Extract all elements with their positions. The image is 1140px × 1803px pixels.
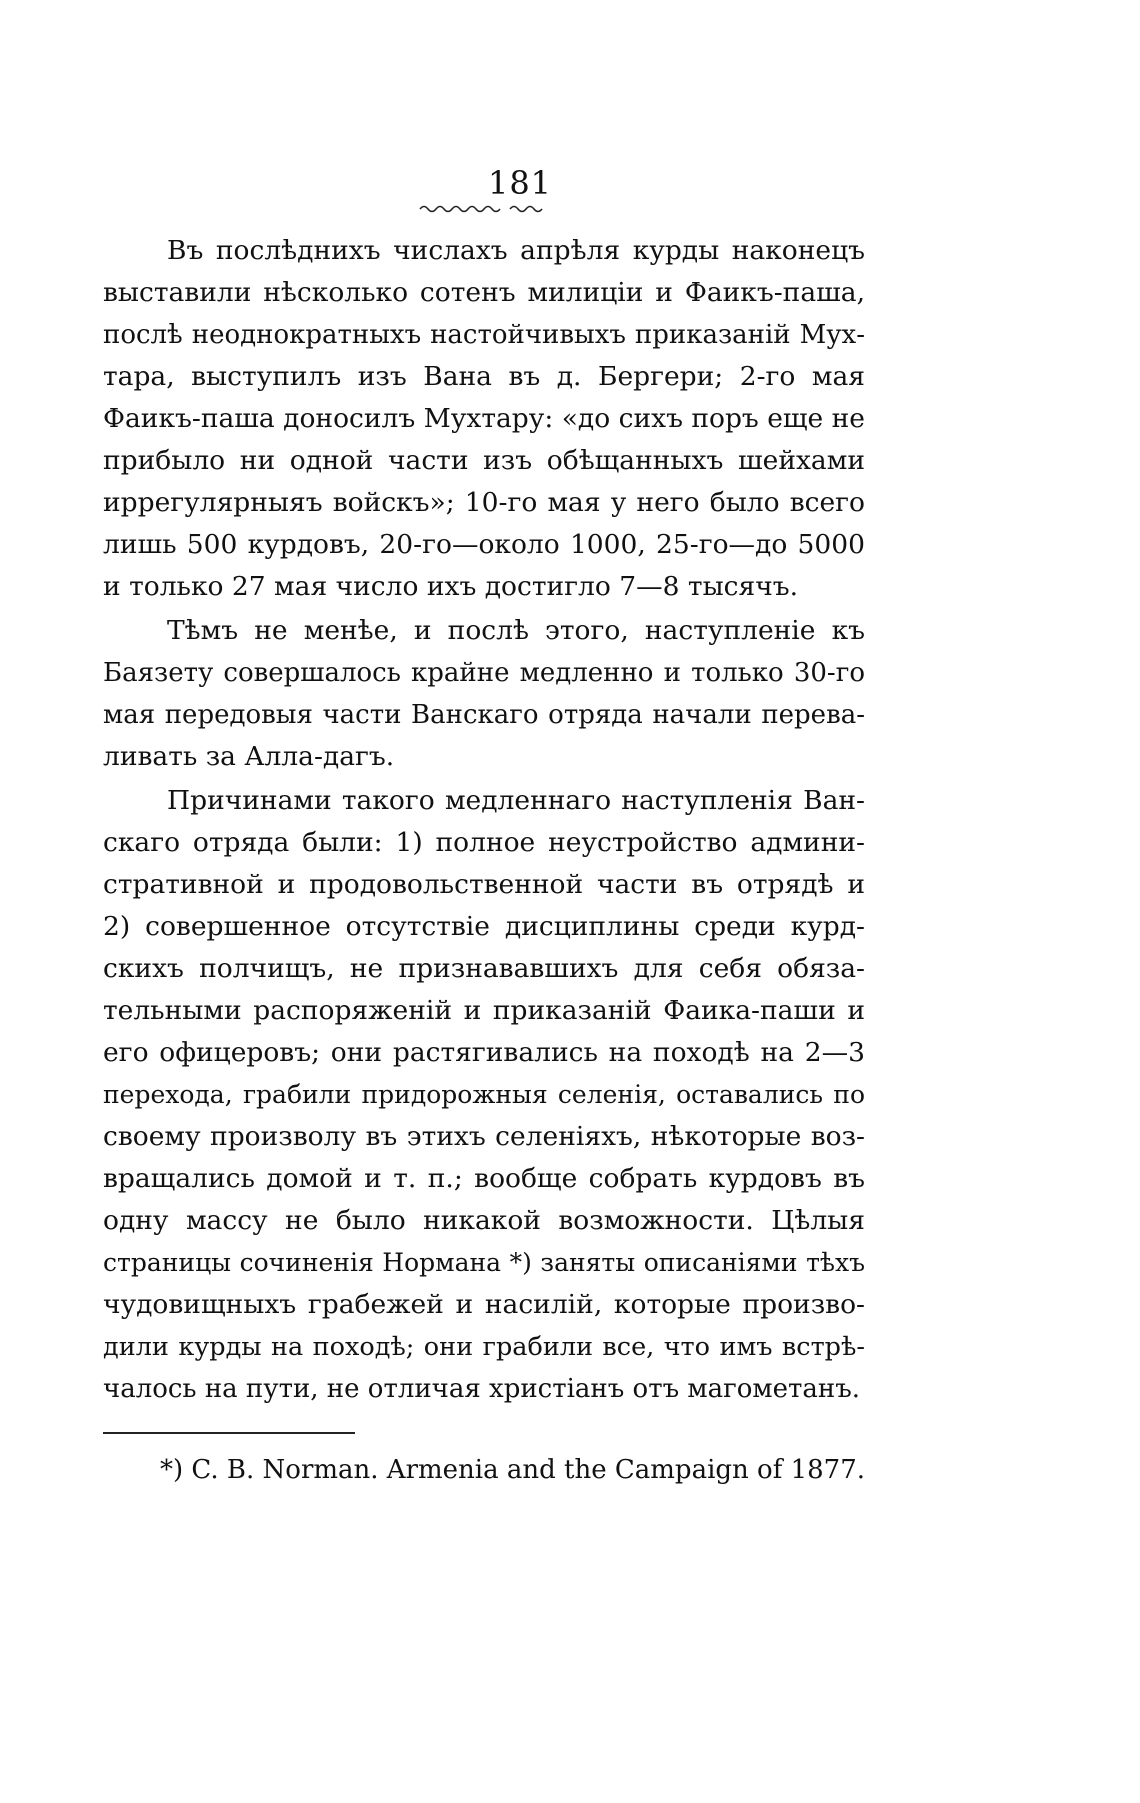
text-line: скаго отряда были: 1) полное неустройство админи-	[103, 827, 865, 858]
text-line: чалось на пути, не отличая христіанъ отъ магометанъ.	[103, 1374, 861, 1404]
paragraph-2	[103, 610, 865, 778]
text-line: ливать за Алла-дагъ.	[103, 741, 395, 772]
page-number	[0, 164, 1140, 202]
paragraph-3	[103, 780, 865, 1410]
text-line: Въ послѣднихъ числахъ апрѣля курды наконецъ	[167, 235, 865, 266]
text-line: лишь 500 курдовъ, 20-го—около 1000, 25-го—до 5000	[103, 529, 865, 560]
text-line: своему произволу въ этихъ селеніяхъ, нѣкоторые воз-	[103, 1121, 865, 1152]
body-text	[103, 230, 865, 1410]
text-line: дили курды на походѣ; они грабили все, что имъ встрѣ-	[103, 1332, 865, 1362]
text-line: тельными распоряженій и приказаній Фаика-паши и	[103, 995, 865, 1026]
text-line: 2) совершенное отсутствіе дисциплины среди курд-	[103, 911, 865, 942]
text-line: стративной и продовольственной части въ отрядѣ и	[103, 869, 865, 900]
footnote: *) C. B. Norman. Armenia and the Campaign of 1877.	[160, 1455, 866, 1485]
text-line: одну массу не было никакой возможности. Цѣлыя	[103, 1205, 865, 1236]
text-line: выставили нѣсколько сотенъ милиціи и Фаикъ-паша,	[103, 277, 865, 308]
page-number-value: 181	[487, 164, 553, 202]
text-line: послѣ неоднократныхъ настойчивыхъ приказаній Мух-	[103, 320, 865, 350]
footnote-divider	[103, 1432, 355, 1434]
paragraph-1	[103, 230, 865, 608]
text-line: и только 27 мая число ихъ достигло 7—8 тысячъ.	[103, 571, 799, 602]
text-line: иррегулярныяъ войскъ»; 10-го мая у него было всего	[103, 487, 865, 518]
text-line: страницы сочиненія Нормана *) заняты описаніями тѣхъ	[103, 1248, 865, 1277]
page-number-flourish-ornament	[418, 203, 548, 215]
text-line: его офицеровъ; они растягивались на походѣ на 2—3	[103, 1037, 865, 1068]
text-line: чудовищныхъ грабежей и насилій, которые произво-	[103, 1289, 865, 1320]
text-line: Тѣмъ не менѣе, и послѣ этого, наступленіе къ	[167, 615, 865, 646]
text-line: прибыло ни одной части изъ обѣщанныхъ шейхами	[103, 445, 865, 476]
text-line: мая передовыя части Ванскаго отряда начали перева-	[103, 700, 865, 730]
text-line: Причинами такого медленнаго наступленія Ван-	[167, 785, 865, 816]
text-line: вращались домой и т. п.; вообще собрать курдовъ въ	[103, 1163, 865, 1194]
text-line: скихъ полчищъ, не признававшихъ для себя обяза-	[103, 953, 865, 984]
text-line: перехода, грабили придорожныя селенія, оставались по	[103, 1080, 865, 1109]
text-line: Фаикъ-паша доносилъ Мухтару: «до сихъ поръ еще не	[103, 403, 865, 434]
text-line: тара, выступилъ изъ Вана въ д. Бергери; 2-го мая	[103, 361, 865, 392]
text-line: Баязету совершалось крайне медленно и только 30-го	[103, 658, 865, 688]
